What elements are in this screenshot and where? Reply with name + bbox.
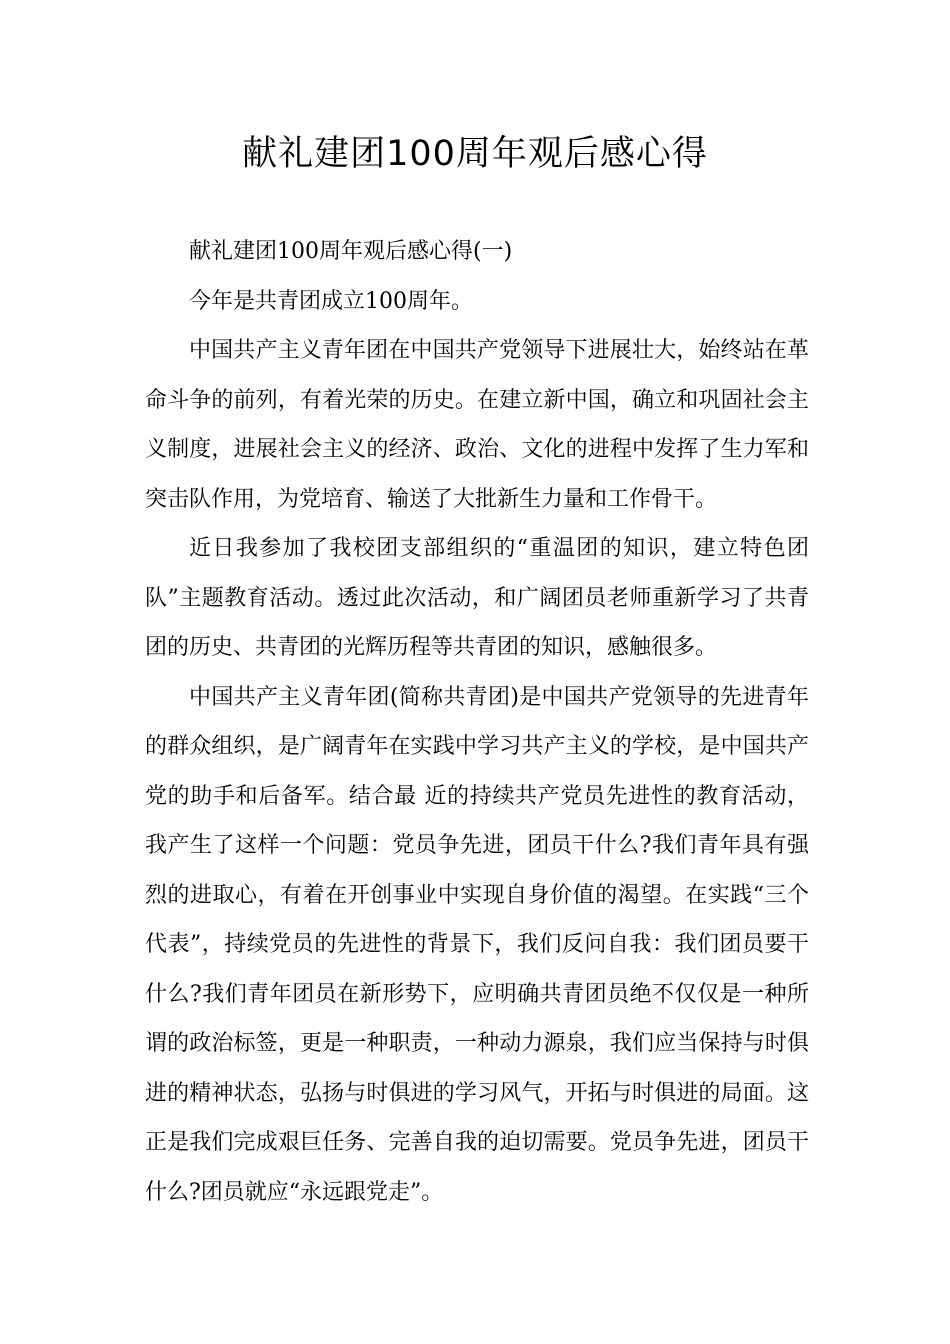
paragraph-subtitle: 献礼建团100周年观后感心得(一)	[189, 239, 513, 264]
document-body	[145, 227, 809, 1217]
paragraph-history: 中国共产主义青年团在中国共产党领导下进展壮大，始终站在革命斗争的前列，有着光荣的历史。在建立新中国，确立和巩固社会主义制度，进展社会主义的经济、政治、文化的进程中发挥了生力军和突击队作用，为党培育、输送了大批新生力量和工作骨干。	[145, 338, 809, 512]
document-title: 献礼建团100周年观后感心得	[242, 134, 708, 174]
paragraph-intro: 今年是共青团成立100周年。	[189, 288, 473, 314]
paragraph-activity: 近日我参加了我校团支部组织的“重温团的知识，建立特色团队”主题教育活动。透过此次活动，和广阔团员老师重新学习了共青团的历史、共青团的光辉历程等共青团的知识，感触很多。	[145, 536, 809, 660]
paragraph-reflection: 中国共产主义青年团(简称共青团)是中国共产党领导的先进青年的群众组织，是广阔青年在实践中学习共产主义的学校，是中国共产党的助手和后备军。结合最 近的持续共产党员先进性的教育活动，我产生了这样一个问题：党员争先进，团员干什么?我们青年具有强烈的进取心，有着在开创事业中实现自身价值的渴望。在实践“三个代表”，持续党员的先进性的背景下，我们反问自我：我们团员要干什么?我们青年团员在新形势下，应明确共青团员绝不仅仅是一种所谓的政治标签，更是一种职责，一种动力源泉，我们应当保持与时俱进的精神状态，弘扬与时俱进的学习风气，开拓与时俱进的局面。这正是我们完成艰巨任务、完善自我的迫切需要。党员争先进，团员干什么?团员就应“永远跟党走”。	[145, 684, 809, 1205]
